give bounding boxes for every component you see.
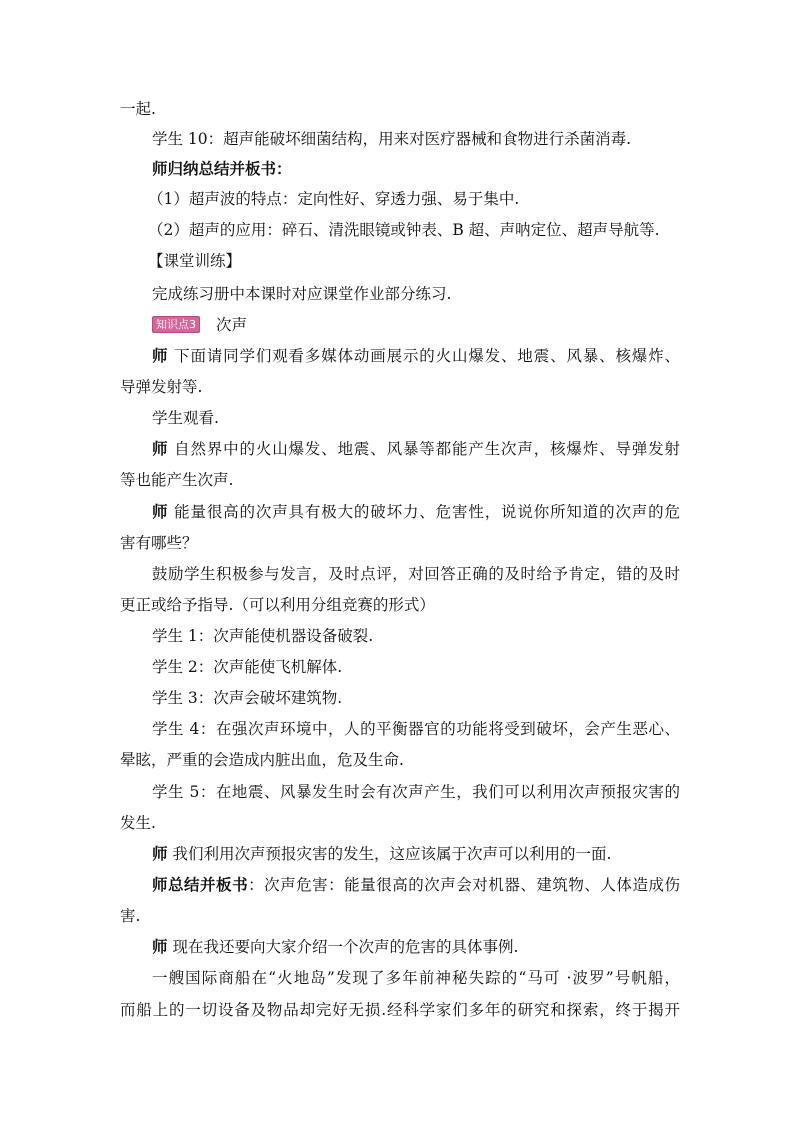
speaker-label: 师总结并板书	[152, 875, 249, 894]
text: 一起.	[120, 100, 156, 118]
text: 我们利用次声预报灾害的发生，这应该属于次声可以利用的一面.	[167, 845, 612, 863]
text: 学生 1：次声能使机器设备破裂.	[152, 627, 374, 645]
paragraph-line	[152, 500, 680, 524]
text: 一艘国际商船在“火地岛”发现了多年前神秘失踪的“马可 ·波罗”号帆船，	[152, 969, 680, 987]
text: 更正或给予指导.（可以利用分组竞赛的形式）	[120, 596, 435, 614]
paragraph-line	[120, 531, 680, 555]
speaker-label: 师	[152, 937, 168, 956]
text: 而船上的一切设备及物品却完好无损.经科学家们多年的研究和探索，终于揭开	[120, 1001, 680, 1019]
paragraph-line	[120, 97, 680, 121]
paragraph-line	[120, 904, 680, 928]
text: 次声	[216, 316, 248, 334]
section-heading	[152, 157, 680, 181]
paragraph-line	[152, 780, 680, 804]
text: 自然界中的火山爆发、地震、风暴等都能产生次声，核爆炸、导弹发射	[168, 440, 680, 458]
text: 学生观看.	[152, 409, 219, 427]
paragraph-line	[152, 437, 680, 461]
text: 导弹发射等.	[120, 378, 203, 396]
paragraph-line	[152, 686, 680, 710]
paragraph-line	[152, 282, 680, 306]
paragraph-line	[120, 375, 680, 399]
text: 完成练习册中本课时对应课堂作业部分练习.	[152, 285, 452, 303]
text: 现在我还要向大家介绍一个次声的危害的具体事例.	[167, 938, 519, 956]
paragraph-line	[152, 935, 680, 959]
paragraph-line	[120, 468, 680, 492]
knowledge-point-badge: 知识点3	[152, 316, 200, 333]
text: 学生 3：次声会破坏建筑物.	[152, 689, 343, 707]
paragraph-line	[120, 811, 680, 835]
list-item	[148, 218, 680, 242]
text: （1）超声波的特点：定向性好、穿透力强、易于集中.	[148, 190, 520, 208]
paragraph-line	[152, 655, 680, 679]
paragraph-line	[152, 966, 680, 990]
paragraph-line	[152, 717, 680, 741]
paragraph-line	[152, 562, 680, 586]
speaker-label: 师	[152, 502, 169, 521]
paragraph-line	[152, 344, 680, 368]
paragraph-line	[152, 127, 680, 151]
paragraph-line	[120, 998, 680, 1022]
paragraph-line	[120, 593, 680, 617]
knowledge-point-heading	[152, 313, 680, 337]
paragraph-line	[152, 406, 680, 430]
paragraph-line	[152, 624, 680, 648]
text: ：次声危害：能量很高的次声会对机器、建筑物、人体造成伤	[248, 876, 680, 894]
list-item	[148, 187, 680, 211]
text: 害.	[120, 907, 141, 925]
text: 学生 5：在地震、风暴发生时会有次声产生，我们可以利用次声预报灾害的	[152, 783, 680, 801]
paragraph-line	[152, 842, 680, 866]
text: 害有哪些？	[120, 534, 198, 552]
text: （2）超声的应用：碎石、清洗眼镜或钟表、B 超、声呐定位、超声导航等.	[148, 221, 660, 239]
text: 等也能产生次声.	[120, 471, 234, 489]
text: 学生 4：在强次声环境中，人的平衡器官的功能将受到破坏，会产生恶心、	[152, 720, 680, 738]
text: 【课堂训练】	[148, 252, 242, 270]
text: 学生 2：次声能使飞机解体.	[152, 658, 343, 676]
text: 学生 10：超声能破坏细菌结构，用来对医疗器械和食物进行杀菌消毒.	[152, 130, 632, 148]
text: 能量很高的次声具有极大的破坏力、危害性，说说你所知道的次声的危	[168, 503, 680, 521]
section-heading	[148, 249, 680, 273]
paragraph-line	[120, 748, 680, 772]
speaker-label: 师	[152, 346, 169, 365]
speaker-label: 师	[152, 439, 169, 458]
text: 晕眩，严重的会造成内脏出血，危及生命.	[120, 751, 404, 769]
text: 发生.	[120, 814, 156, 832]
text: 下面请同学们观看多媒体动画展示的火山爆发、地震、风暴、核爆炸、	[168, 347, 680, 365]
speaker-label: 师	[152, 844, 168, 863]
text: 师归纳总结并板书：	[152, 159, 292, 178]
paragraph-line	[152, 873, 680, 897]
text: 鼓励学生积极参与发言，及时点评，对回答正确的及时给予肯定，错的及时	[152, 565, 680, 583]
